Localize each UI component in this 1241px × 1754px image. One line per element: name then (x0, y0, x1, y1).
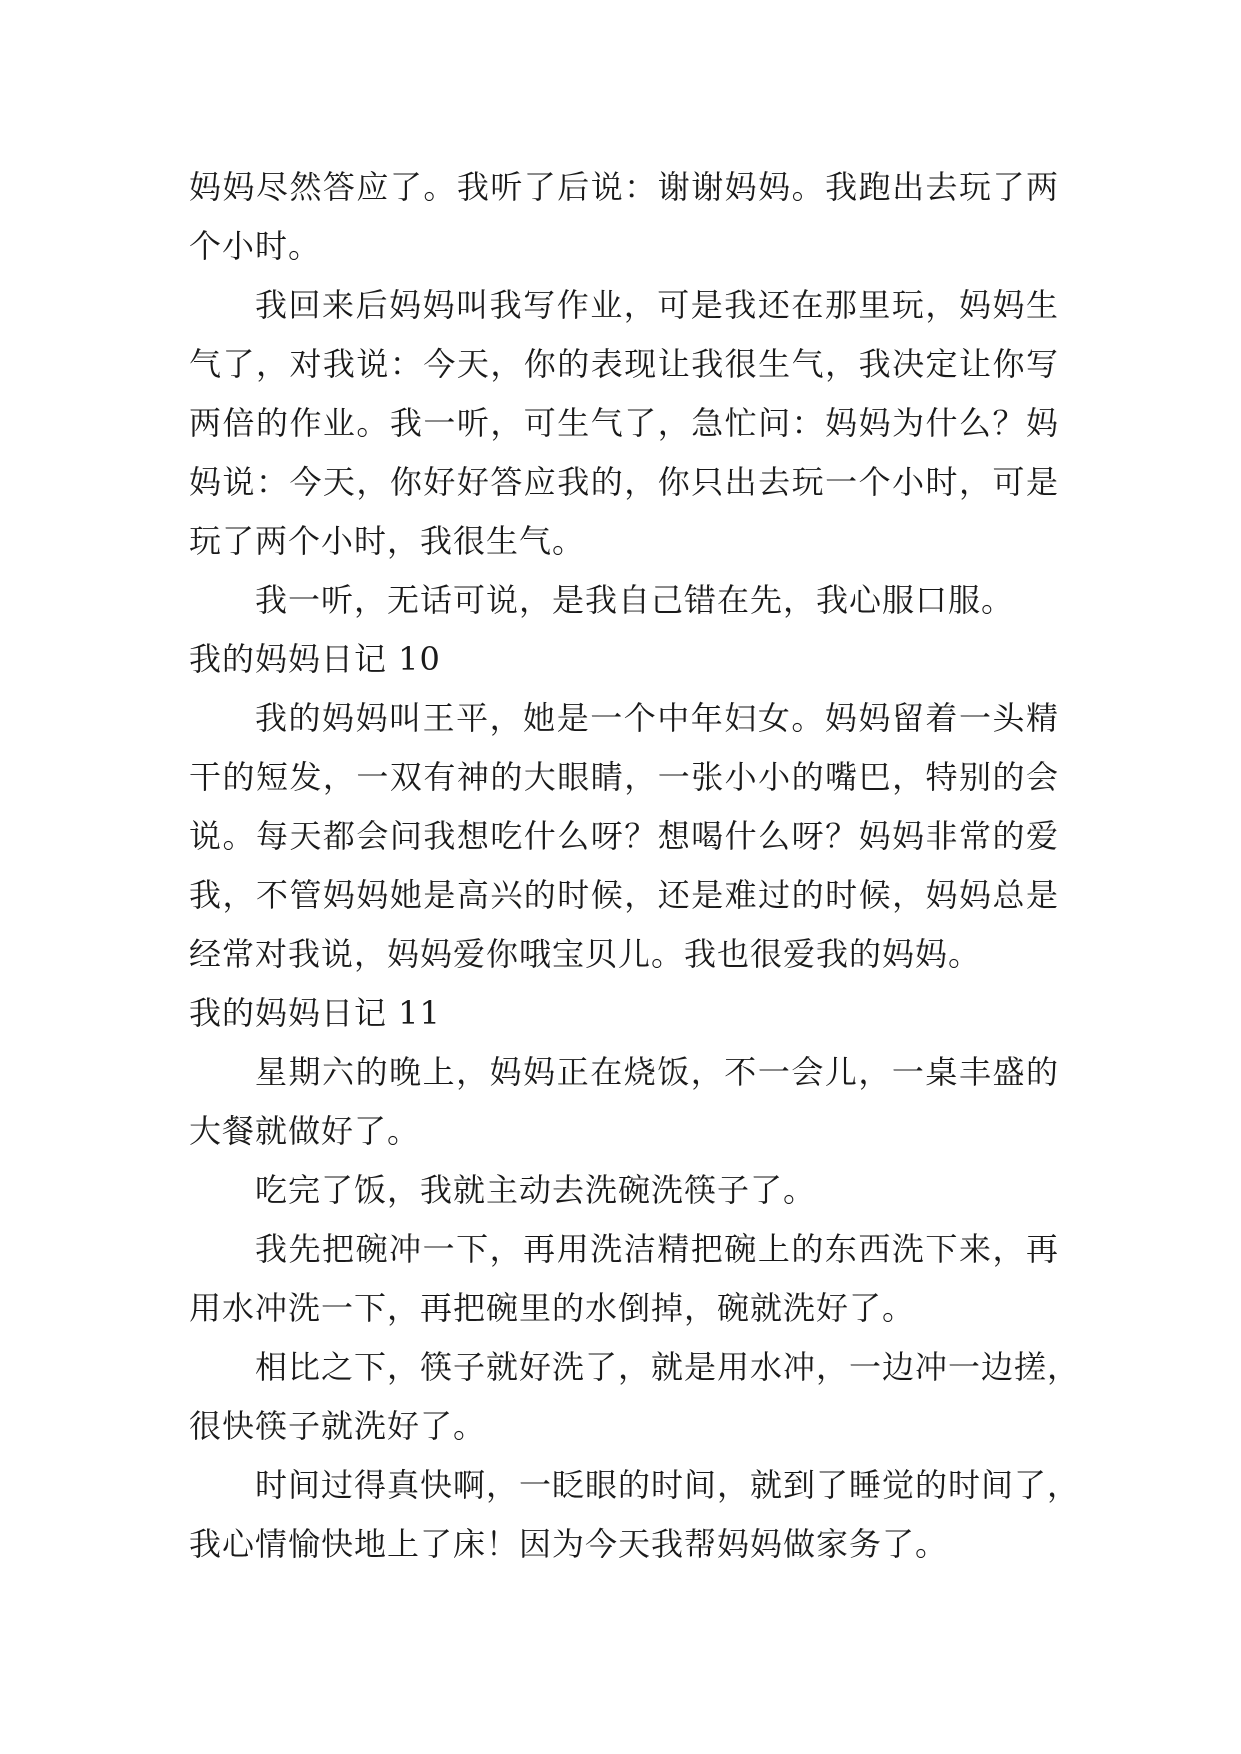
paragraph-line: 说。每天都会问我想吃什么呀？想喝什么呀？妈妈非常的爱 (189, 817, 1059, 855)
paragraph-line: 气了，对我说：今天，你的表现让我很生气，我决定让你写 (189, 345, 1059, 383)
paragraph-line: 相比之下，筷子就好洗了，就是用水冲，一边冲一边搓， (255, 1348, 1081, 1386)
paragraph-line: 两倍的作业。我一听，可生气了，急忙问：妈妈为什么？妈 (189, 404, 1059, 442)
paragraph-line: 我心情愉快地上了床！因为今天我帮妈妈做家务了。 (189, 1525, 949, 1563)
paragraph-line: 用水冲洗一下，再把碗里的水倒掉，碗就洗好了。 (189, 1289, 916, 1327)
document-body (189, 158, 1081, 1574)
paragraph-line: 干的短发，一双有神的大眼睛，一张小小的嘴巴，特别的会 (189, 758, 1059, 796)
paragraph-line: 我一听，无话可说，是我自己错在先，我心服口服。 (255, 581, 1015, 619)
paragraph-line: 很快筷子就洗好了。 (189, 1407, 487, 1445)
paragraph-line: 时间过得真快啊，一眨眼的时间，就到了睡觉的时间了， (255, 1466, 1081, 1504)
paragraph-line: 我回来后妈妈叫我写作业，可是我还在那里玩，妈妈生 (255, 286, 1059, 324)
paragraph-line: 我，不管妈妈她是高兴的时候，还是难过的时候，妈妈总是 (189, 876, 1059, 914)
paragraph-line: 玩了两个小时，我很生气。 (189, 522, 586, 560)
paragraph-line: 妈妈尽然答应了。我听了后说：谢谢妈妈。我跑出去玩了两 (189, 168, 1059, 206)
paragraph-line: 经常对我说，妈妈爱你哦宝贝儿。我也很爱我的妈妈。 (189, 935, 982, 973)
paragraph-line: 我先把碗冲一下，再用洗洁精把碗上的东西洗下来，再 (255, 1230, 1059, 1268)
paragraph-line: 星期六的晚上，妈妈正在烧饭，不一会儿，一桌丰盛的 (255, 1053, 1059, 1091)
paragraph-line: 大餐就做好了。 (189, 1112, 421, 1150)
section-heading: 我的妈妈日记 11 (189, 994, 441, 1032)
paragraph-line: 个小时。 (189, 227, 322, 265)
paragraph-line: 我的妈妈叫王平，她是一个中年妇女。妈妈留着一头精 (255, 699, 1059, 737)
paragraph-line: 妈说：今天，你好好答应我的，你只出去玩一个小时，可是 (189, 463, 1059, 501)
section-heading: 我的妈妈日记 10 (189, 640, 441, 678)
paragraph-line: 吃完了饭，我就主动去洗碗洗筷子了。 (255, 1171, 817, 1209)
